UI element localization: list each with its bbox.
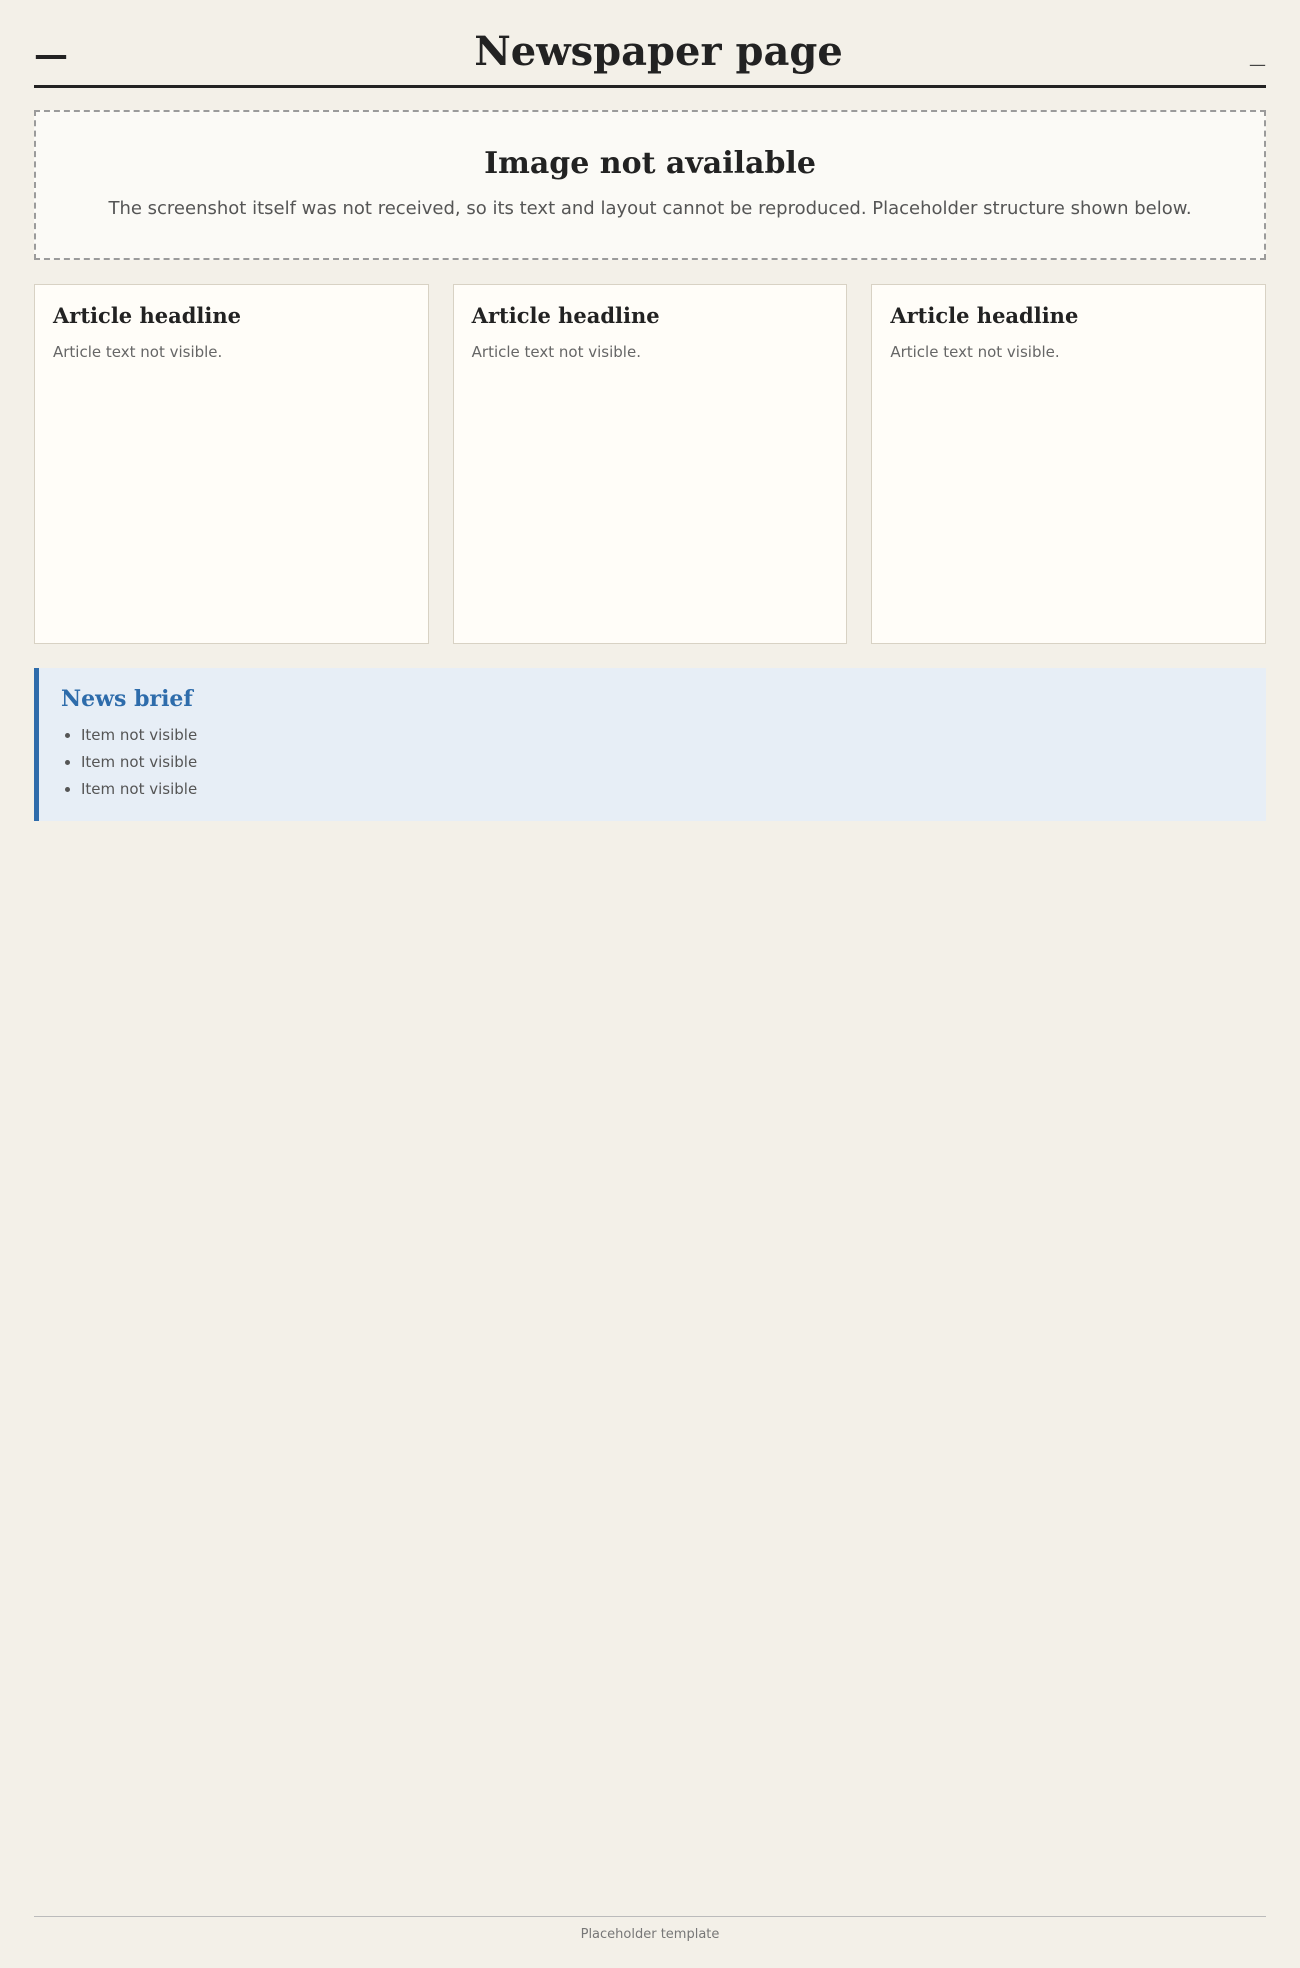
article-headline: Article headline xyxy=(890,302,1079,328)
banner-title: Image not available xyxy=(484,146,816,181)
page-footer xyxy=(34,1916,1266,1942)
page-number: — xyxy=(34,35,68,75)
article-headline: Article headline xyxy=(53,302,241,328)
article-body: Article text not visible. xyxy=(471,342,641,361)
article-body: Article text not visible. xyxy=(53,342,223,361)
news-brief-sidebar xyxy=(34,668,1266,821)
article-3 xyxy=(871,284,1266,644)
list-item: • Item not visible xyxy=(81,749,1244,776)
masthead-title: Newspaper page xyxy=(474,28,843,75)
banner-note: The screenshot itself was not received, so its text and layout cannot be reproduced. Placeholder structure shown below. xyxy=(108,198,1192,219)
list-item: • Item not visible xyxy=(81,776,1244,803)
sidebar-title: News brief xyxy=(61,685,193,712)
article-body: Article text not visible. xyxy=(890,342,1060,361)
article-headline: Article headline xyxy=(471,302,660,328)
article-columns xyxy=(34,284,1266,644)
sidebar-list xyxy=(61,722,1244,803)
lead-banner xyxy=(34,110,1266,260)
footer-note: Placeholder template xyxy=(580,1927,720,1942)
issue-date: — xyxy=(1248,55,1266,75)
list-item: • Item not visible xyxy=(81,722,1244,749)
article-2 xyxy=(453,284,848,644)
masthead xyxy=(34,28,1266,88)
article-1 xyxy=(34,284,429,644)
